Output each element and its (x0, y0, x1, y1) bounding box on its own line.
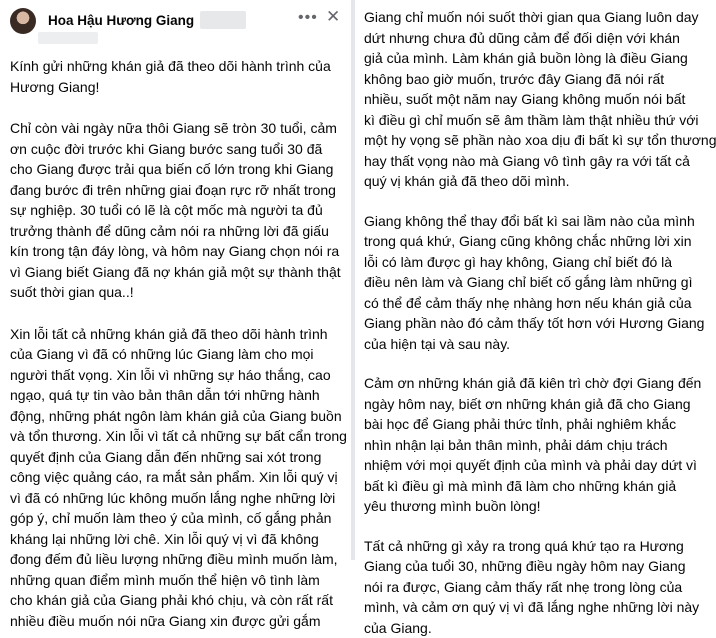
text-line: của hiện tại và sau này. (364, 334, 716, 355)
text-line: lỗi có làm được gì hay không, Giang chỉ biết đó là (364, 252, 716, 273)
text-line: ngày hôm nay, biết ơn những khán giả đã cho Giang (364, 394, 716, 415)
text-line: Giang của tuổi 30, những điều ngày hôm nay Giang (364, 556, 716, 577)
text-line: quý vị khán giả đã theo dõi mình. (364, 171, 716, 192)
text-line: Tất cả những gì xảy ra trong quá khứ tạo ra Hương (364, 536, 716, 557)
text-line: ơn cuộc đời trước khi Giang bước sang tuổi 30 đã (10, 139, 347, 160)
text-line: đong đếm đủ liều lượng những điều mình muốn làm, (10, 549, 347, 570)
text-line: yêu thương mình buồn lòng! (364, 496, 716, 517)
post-paragraph (364, 373, 716, 517)
redacted-badge (200, 11, 246, 29)
text-line: sự nghiệp. 30 tuổi có lẽ là cột mốc mà người ta đủ (10, 200, 347, 221)
text-line: mình, và cảm ơn quý vị vì đã lắng nghe những lời này (364, 597, 716, 618)
text-line: hay thất vọng nào mà Giang vô tình gây ra với tất cả (364, 151, 716, 172)
text-line: động, những phát ngôn làm khán giả của Giang buồn (10, 406, 347, 427)
text-line: Giang phần nào đó cảm thấy tốt hơn với Hương Giang (364, 313, 716, 334)
text-line: nhiệm với mọi quyết định của mình và phải day dứt vì (364, 455, 716, 476)
text-line: kín trong tận đáy lòng, và hôm nay Giang chọn nói ra (10, 241, 347, 262)
post-right-column (355, 0, 700, 560)
text-line: đang bước đi trên những giai đoạn rực rỡ nhất trong (10, 180, 347, 201)
text-line: Chỉ còn vài ngày nữa thôi Giang sẽ tròn 30 tuổi, cảm (10, 118, 347, 139)
text-line: góp ý, chỉ muốn làm theo ý của mình, cố gắng phản (10, 508, 347, 529)
text-line: Cảm ơn những khán giả đã kiên trì chờ đợi Giang đến (364, 373, 716, 394)
post-body-left (10, 56, 347, 631)
text-line: của Giang. (364, 618, 716, 638)
text-line: nhiều, suốt một năm nay Giang không muốn nói bất (364, 89, 716, 110)
text-line: cho Giang được trải qua biến cố lớn trong khi Giang (10, 159, 347, 180)
text-line: nhìn nhận lại bản thân mình, phải dám chịu trách (364, 435, 716, 456)
text-line: một hy vọng sẽ phần nào xoa dịu đi bất kì sự tổn thương (364, 130, 716, 151)
text-line: giả của mình. Làm khán giả buồn lòng là điều Giang (364, 48, 716, 69)
text-line: những quan điểm mình muốn thể hiện vô tình làm (10, 570, 347, 591)
text-line: vì Giang biết Giang đã nợ khán giả một sự thành thật (10, 262, 347, 283)
text-line: không bao giờ muốn, trước đây Giang đã nói rất (364, 69, 716, 90)
text-line: nói ra được, Giang cảm thấy rất nhẹ trong lòng của (364, 577, 716, 598)
text-line: trong quá khứ, Giang cũng không chắc những lời xin (364, 231, 716, 252)
text-line: điều nên làm và Giang chỉ biết cố gắng làm những gì (364, 272, 716, 293)
text-line: kì điều gì chỉ muốn sẽ âm thầm làm thật nhiều thứ với (364, 110, 716, 131)
redacted-timestamp (38, 32, 98, 44)
post-paragraph (364, 536, 716, 638)
text-line: cho khán giả của Giang phải khó chịu, và còn rất rất (10, 590, 347, 611)
post-paragraph (10, 56, 347, 97)
text-line: quyết định của Giang dẫn đến những sai xót trong (10, 447, 347, 468)
text-line: công việc quảng cáo, ra mắt sản phẩm. Xin lỗi quý vị (10, 467, 347, 488)
close-icon[interactable]: ✕ (326, 7, 340, 27)
text-line: Giang không thể thay đổi bất kì sai lầm nào của mình (364, 211, 716, 232)
text-line: nhiều điều muốn nói nữa Giang xin được gửi gắm (10, 611, 347, 632)
text-line: Kính gửi những khán giả đã theo dõi hành trình của (10, 56, 347, 77)
text-line: suốt thời gian qua..! (10, 282, 347, 303)
text-line: và tổn thương. Xin lỗi vì tất cả những sự bất cẩn trong (10, 426, 347, 447)
post-paragraph (364, 211, 716, 355)
text-line: của Giang vì đã có những lúc Giang làm cho mọi (10, 344, 347, 365)
author-name[interactable]: Hoa Hậu Hương Giang (48, 13, 194, 28)
text-line: kháng lại những lời chê. Xin lỗi quý vị vì đã không (10, 529, 347, 550)
text-line: vì đã có những lúc không muốn lắng nghe những lời (10, 488, 347, 509)
text-line: Xin lỗi tất cả những khán giả đã theo dõi hành trình (10, 324, 347, 345)
text-line: trưởng thành để dũng cảm nói ra những lời đã giấu (10, 221, 347, 242)
text-line: Giang chỉ muốn nói suốt thời gian qua Giang luôn day (364, 7, 716, 28)
text-line: ngạo, quá tự tin vào bản thân dẫn tới những hành (10, 385, 347, 406)
post-paragraph (10, 324, 347, 632)
post-paragraph (10, 118, 347, 303)
text-line: có thể để cảm thấy nhẹ nhàng hơn nếu khán giả của (364, 293, 716, 314)
avatar[interactable] (10, 8, 36, 34)
post-left-column (0, 0, 351, 560)
text-line: bài học để Giang phải thức tỉnh, phải nghiêm khắc (364, 414, 716, 435)
text-line: Hương Giang! (10, 77, 347, 98)
text-line: người thất vọng. Xin lỗi vì những sự háo thắng, cao (10, 365, 347, 386)
more-horizontal-icon[interactable]: ••• (298, 9, 318, 27)
text-line: bất kì điều gì mà mình đã làm cho những khán giả (364, 476, 716, 497)
post-body-right (364, 7, 716, 638)
text-line: dứt nhưng chưa đủ dũng cảm để đối diện với khán (364, 28, 716, 49)
post-paragraph (364, 7, 716, 192)
